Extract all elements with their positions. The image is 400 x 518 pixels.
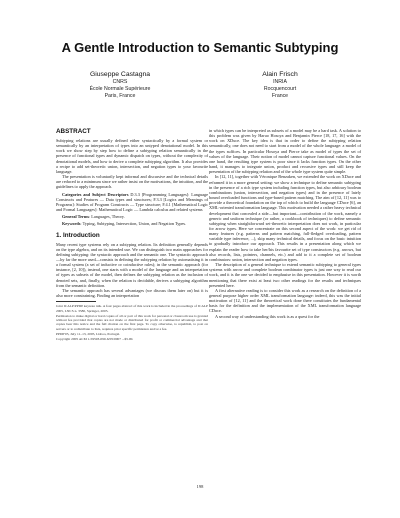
author-location: Paris, France [104, 93, 136, 99]
abstract-paragraph: Subtyping relations are usually defined either syntactically by a formal system or semantically by an interpretation of types into an untyped denotational model. In this work we show step by step how to define a subtyping relation semantically in the presence of functional types and dynamic dispatch on types, without the complexity of denotational models, and how to derive a complete subtyping algorithm. It also provides a recipe to add set-theoretic union, intersection, and negation types to your favourite language. [56, 138, 208, 174]
abstract-paragraph: The presentation is voluntarily kept informal and discursive and the technical details are reduced to a minimum since we rather insist on the motivations, the intuition, and the guidelines to apply the approach. [56, 174, 208, 190]
body-paragraph: In [12, 11], together with Véronique Benzaken, we extended the work on XDuce and reframed it in a more general setting: we show a technique to define semantic subtyping in the presence of a rich type system including function types, but also arbitrary boolean combinations (union, intersection, and negation types) and in the presence of lately bound overloaded functions and type-based pattern matching. The aim of [12, 11] was to provide a theoretical foundation on the top of which to build the language CDuce [6], an XML-oriented transformation language. This motivation needed a rather heavy technical development that concealed a side—but important—contribution of the work, namely a generic and uniform technique (or rather, a cookbook of techniques) to define semantic subtyping when straightforward set-theoretic interpretation does not work, in particular for arrow types. Here we concentrate on this second aspect of the work: we get rid of many features (e.g. patterns and pattern matching, full-fledged overloading, pattern variable type inference, ...), skip many technical details, and focus on the basic intuition to gradually introduce our approach. This results in a presentation along which we explain the reader how to take her/his favourite set of type constructors (e.g. arrows, but also records, lists, pointers, channels, etc.) and add to it a complete set of boolean combinators: union, intersection and negation types. [209, 174, 361, 262]
page-number: 198 [196, 484, 204, 489]
footnote-paragraph: Joint ICALP/PPDP keynote talk. A four pages abstract of this work is included in the proceedings of ICALP 2005, LNCS n. 3580, Springer, 2005. [56, 304, 208, 313]
author-institution: Rocquencourt [263, 86, 297, 92]
general-terms-text: Languages, Theory. [91, 214, 125, 220]
abstract-heading: ABSTRACT [56, 128, 91, 135]
keywords-line: Keywords: Typing, Subtyping, Intersection, Union, and Negation Types. [62, 221, 187, 227]
author-affiliation: CNRS [112, 79, 128, 85]
body-paragraph: The description of a general technique to extend semantic subtyping to general types systems with arrow and complete boolean combinator types is just one way to read our work, and it is the one we decided to emphasise in this presentation. However it is worth mentioning that there exist at least two other readings for the results and techniques presented here. [209, 262, 361, 288]
general-terms-label: General Terms [62, 214, 90, 220]
left-column [56, 128, 208, 343]
author-name: Alain Frisch [262, 71, 298, 78]
footnote-block [56, 304, 208, 341]
introduction-paragraph: The semantic approach has several advantages (we discuss them later on) but it is also more constraining. Finding an interpretation [56, 287, 208, 299]
categories-label: Categories and Subject Descriptors [62, 191, 129, 197]
author-affiliation: INRIA [273, 79, 287, 85]
footnote-rule [56, 301, 96, 302]
footnote-paragraph: Copyright 2005 ACM 1-59593-090-6/05/0007 ...$5.00. [56, 337, 134, 342]
author-name: Giuseppe Castagna [89, 71, 151, 78]
body-paragraph: A first alternative reading is to consider this work as a research on the definition of a general purpose higher order XML transformation language: indeed, this was the initial motivation of [12, 11] and the theoretical work done there constitutes the fundamental basis for the definition and the implementation of the XML transformation language CDuce. [209, 287, 361, 314]
categories-text: D.3.3 [Programming Languages]: Language Constructs and Features — Data types and structures; F.3.3 [Logics and Meanings of Programs]: Studies of Program Constructs — Type structure; F.4.1 [Mathematical Logic and Formal Languages]: Mathematical Logic — Lambda calculus and related systems [56, 191, 208, 213]
footnote-paragraph: PPDP'05, July 11–13, 2005, Lisboa, Portugal. [56, 332, 121, 336]
author-institution: École Normale Supérieure [89, 86, 151, 92]
keywords-label: Keywords [62, 221, 81, 227]
body-paragraph: in which types can be interpreted as subsets of a model may be a hard task. A solution to this problem was given by Haruo Hosoya and Benjamin Pierce [18, 17, 16] with the work on XDuce. The key idea is that in order to define the subtyping relation semantically, one does not need to start from a model of the whole language: a model of the types suffices. In particular Hosoya and Pierce take as model of types the set of values of the language. Their notion of model cannot capture functional values. On the one hand, the resulting type system is poor since it lacks function types. On the other hand, it manages to integrate union, product and recursive types and still keep the presentation of the subtyping relation and of the whole type system quite simple. [209, 128, 361, 175]
author-block-2 [190, 71, 370, 100]
author-location: France [271, 93, 289, 99]
footnote-paragraph: Permission to make digital or hard copies of all or part of this work for personal or classroom use is granted without fee provided that copies are not made or distributed for profit or commercial advantage and that copies bear this notice and the full citation on the first page. To copy otherwise, to republish, to post on servers or to redistribute to lists, requires prior specific permission and/or a fee. [56, 313, 208, 331]
categories-line [56, 192, 208, 213]
introduction-paragraph: Many recent type systems rely on a subtyping relation. Its definition generally depends on the type algebra, and on its intended use. We can distinguish two main approaches for defining subtyping: the syntactic approach and the semantic one. The syntactic approach—by far the more used—consists in defining the subtyping relation by axiomatising it in a formal system (a set of inductive or coinductive rules); in the semantic approach (for instance, [2, 10]), instead, one starts with a model of the language and an interpretation of types as subsets of the model, then defines the subtyping relation as the inclusion of denoted sets, and, finally, when the relation is decidable, derives a subtyping algorithm from the semantic definition. [56, 241, 208, 288]
author-block-1 [30, 71, 210, 100]
introduction-heading: 1. Introduction [56, 231, 100, 239]
general-terms-line: General Terms: Languages, Theory. [62, 214, 125, 220]
right-column [209, 128, 361, 319]
body-paragraph: A second way of understanding this work is as a quest for the [215, 313, 320, 319]
keywords-text: Typing, Subtyping, Intersection, Union, and Negation Types. [82, 221, 187, 227]
paper-title: A Gentle Introduction to Semantic Subtyping [61, 40, 339, 55]
